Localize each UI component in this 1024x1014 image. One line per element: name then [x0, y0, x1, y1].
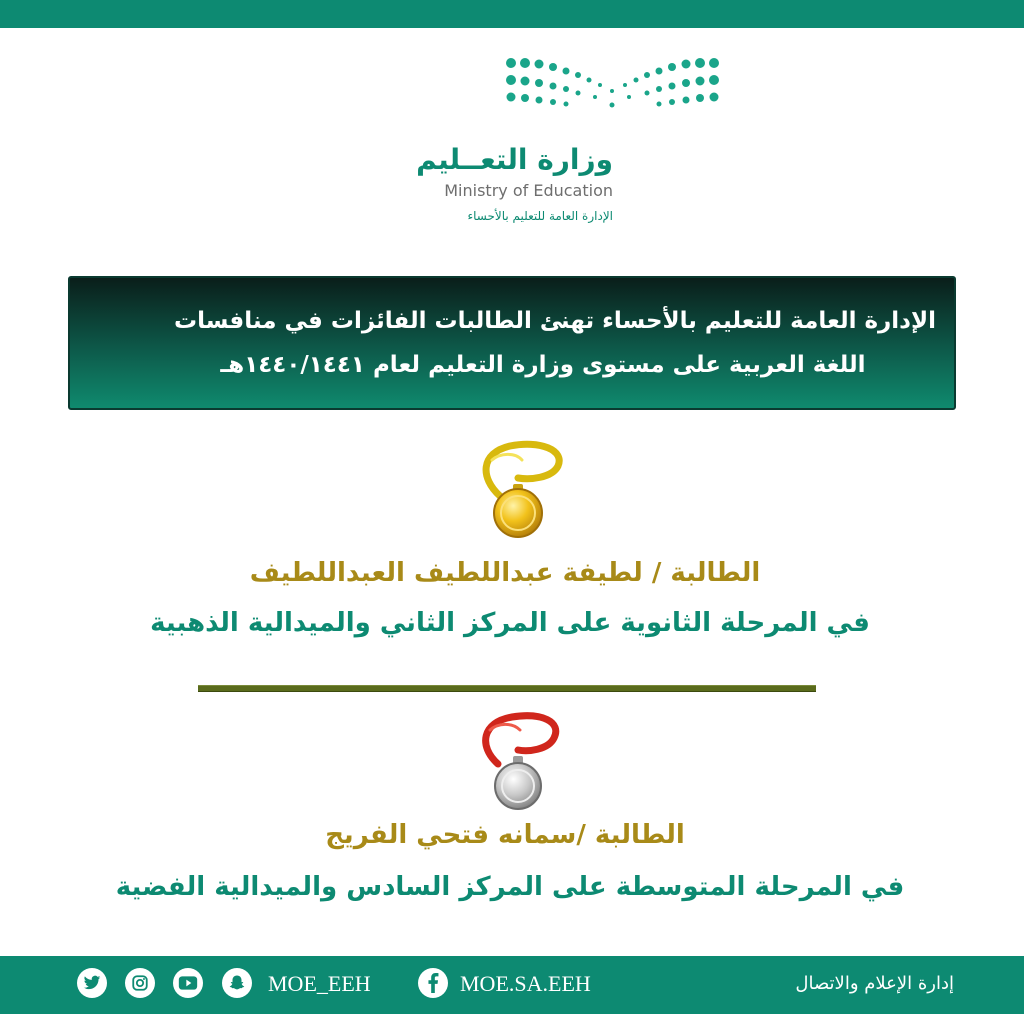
winner-1-name: الطالبة / لطيفة عبداللطيف العبداللطيف [249, 558, 761, 588]
winner-2-achievement: في المرحلة المتوسطة على المركز السادس والميدالية الفضية [115, 872, 905, 902]
logo-english-name: Ministry of Education [444, 181, 613, 200]
top-accent-bar [0, 0, 1024, 28]
logo-arabic-name: وزارة التعــليم [416, 143, 613, 176]
gold-medal-icon [470, 438, 570, 540]
social-handle-facebook[interactable]: MOE.SA.EEH [460, 971, 591, 996]
snapchat-icon[interactable] [222, 968, 252, 998]
banner-line-2: اللغة العربية على مستوى وزارة التعليم لعام ١٤٤٠/١٤٤١هـ [220, 352, 866, 378]
social-handle-primary[interactable]: MOE_EEH [268, 971, 371, 996]
department-name: إدارة الإعلام والاتصال [795, 973, 954, 994]
logo-subtitle: الإدارة العامة للتعليم بالأحساء [467, 209, 613, 223]
youtube-icon[interactable] [173, 968, 203, 998]
banner-line-1: الإدارة العامة للتعليم بالأحساء تهنئ الطالبات الفائزات في منافسات [174, 308, 936, 334]
silver-medal-icon [470, 712, 570, 812]
section-divider [198, 685, 816, 692]
logo-dots-icon [505, 55, 720, 110]
congratulations-banner [68, 276, 956, 410]
twitter-icon[interactable] [77, 968, 107, 998]
instagram-icon[interactable] [125, 968, 155, 998]
winner-1-achievement: في المرحلة الثانوية على المركز الثاني والميدالية الذهبية [150, 608, 870, 638]
footer-bar [0, 956, 1024, 1014]
facebook-icon[interactable] [418, 968, 448, 998]
winner-2-name: الطالبة /سمانه فتحي الفريج [325, 820, 685, 850]
ministry-logo [395, 55, 725, 235]
